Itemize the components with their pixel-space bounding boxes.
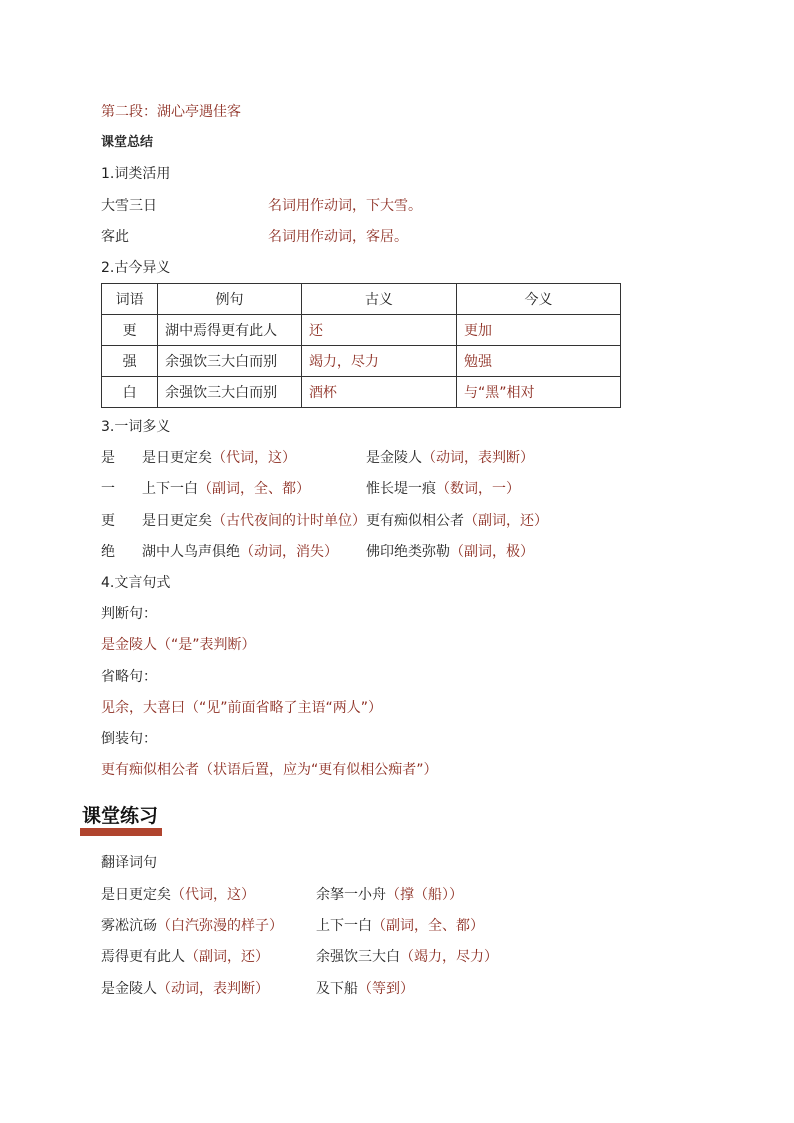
table-header: 例句	[158, 284, 302, 315]
practice-item-note: （代词，这）	[171, 887, 255, 903]
s1-row-explain: 名词用作动词，客居。	[268, 229, 408, 245]
practice-item-text: 雾凇沆砀	[101, 918, 157, 934]
s3-usage-a	[142, 543, 338, 561]
s3-title: 3.一词多义	[101, 419, 171, 435]
practice-subtitle: 翻译词句	[101, 855, 157, 871]
s3-usage-b-note: （数词，一）	[436, 481, 520, 497]
table-header: 今义	[456, 284, 620, 315]
cell-word: 更	[102, 315, 158, 346]
s3-usage-b	[366, 543, 534, 561]
practice-item-note: （等到）	[358, 981, 414, 997]
s3-usage-a-note: （古代夜间的计时单位）	[212, 513, 366, 529]
s3-usage-b-text: 佛印绝类弥勒	[366, 544, 450, 560]
s3-usage-b	[366, 449, 534, 467]
s1-row-explain: 名词用作动词，下大雪。	[268, 198, 422, 214]
s1-row-word: 大雪三日	[101, 198, 157, 214]
practice-item-note: （白汽弥漫的样子）	[157, 918, 283, 934]
s4-example: 更有痴似相公者（状语后置，应为“更有似相公痴者”）	[101, 762, 438, 778]
practice-item-right	[316, 886, 463, 904]
practice-item-text: 是日更定矣	[101, 887, 171, 903]
ancient-modern-table	[101, 283, 621, 408]
s1-title: 1.词类活用	[101, 166, 171, 182]
s3-char: 绝	[101, 544, 115, 560]
s3-usage-b-note: （动词，表判断）	[422, 450, 534, 466]
cell-word: 白	[102, 377, 158, 408]
s4-label: 省略句：	[101, 669, 157, 685]
practice-item-right	[316, 980, 414, 998]
s4-example: 见余，大喜曰（“见”前面省略了主语“两人”）	[101, 700, 383, 716]
cell-example: 余强饮三大白而别	[158, 377, 302, 408]
table-row	[102, 315, 621, 346]
table-header: 古义	[301, 284, 456, 315]
s3-usage-b-text: 是金陵人	[366, 450, 422, 466]
cell-ancient: 竭力，尽力	[301, 346, 456, 377]
practice-item-text: 及下船	[316, 981, 358, 997]
s3-char: 是	[101, 450, 115, 466]
s1-row-word: 客此	[101, 229, 129, 245]
s3-usage-a-note: （副词，全、都）	[198, 481, 310, 497]
s3-usage-b	[366, 512, 548, 530]
s3-usage-a-text: 是日更定矣	[142, 450, 212, 466]
cell-ancient: 还	[301, 315, 456, 346]
section-heading: 第二段：湖心亭遇佳客	[101, 104, 241, 120]
practice-item-text: 焉得更有此人	[101, 949, 185, 965]
cell-example: 湖中焉得更有此人	[158, 315, 302, 346]
s3-char: 一	[101, 481, 115, 497]
cell-word: 强	[102, 346, 158, 377]
table-header-row	[102, 284, 621, 315]
s4-label: 判断句：	[101, 606, 157, 622]
practice-item-text: 上下一白	[316, 918, 372, 934]
summary-title: 课堂总结	[101, 135, 154, 150]
cell-modern: 与“黑”相对	[456, 377, 620, 408]
s3-usage-b-note: （副词，极）	[450, 544, 534, 560]
s4-title: 4.文言句式	[101, 575, 171, 591]
s3-usage-a-text: 上下一白	[142, 481, 198, 497]
practice-item-left	[101, 948, 269, 966]
practice-item-left	[101, 886, 255, 904]
practice-item-left	[101, 980, 269, 998]
practice-item-right	[316, 948, 498, 966]
s3-usage-b-note: （副词，还）	[464, 513, 548, 529]
practice-item-note: （副词，还）	[185, 949, 269, 965]
table-row	[102, 377, 621, 408]
table-row	[102, 346, 621, 377]
s3-usage-a-text: 湖中人鸟声俱绝	[142, 544, 240, 560]
practice-item-note: （竭力，尽力）	[400, 949, 498, 965]
cell-ancient: 酒杯	[301, 377, 456, 408]
s4-example: 是金陵人（“是”表判断）	[101, 637, 256, 653]
practice-title: 课堂练习	[82, 805, 159, 827]
cell-modern: 勉强	[456, 346, 620, 377]
practice-item-right	[316, 917, 484, 935]
s3-char: 更	[101, 513, 115, 529]
table-header: 词语	[102, 284, 158, 315]
s3-usage-a	[142, 449, 296, 467]
s3-usage-a	[142, 512, 366, 530]
practice-item-note: （撑（船））	[386, 887, 463, 903]
s3-usage-a-note: （代词，这）	[212, 450, 296, 466]
s3-usage-a	[142, 480, 310, 498]
practice-item-text: 余强饮三大白	[316, 949, 400, 965]
practice-item-text: 是金陵人	[101, 981, 157, 997]
cell-modern: 更加	[456, 315, 620, 346]
s3-usage-a-text: 是日更定矣	[142, 513, 212, 529]
practice-item-left	[101, 917, 283, 935]
cell-example: 余强饮三大白而别	[158, 346, 302, 377]
s3-usage-b	[366, 480, 520, 498]
practice-item-note: （副词，全、都）	[372, 918, 484, 934]
practice-title-underline	[80, 828, 162, 836]
s3-usage-b-text: 惟长堤一痕	[366, 481, 436, 497]
practice-item-text: 余拏一小舟	[316, 887, 386, 903]
s3-usage-b-text: 更有痴似相公者	[366, 513, 464, 529]
s2-title: 2.古今异义	[101, 260, 171, 276]
s3-usage-a-note: （动词，消失）	[240, 544, 338, 560]
practice-item-note: （动词，表判断）	[157, 981, 269, 997]
s4-label: 倒装句：	[101, 731, 157, 747]
